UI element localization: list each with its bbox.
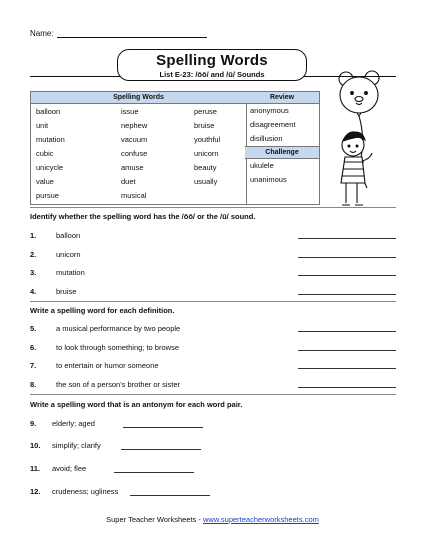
question-text: to entertain or humor someone — [56, 361, 159, 370]
review-word: disagreement — [250, 120, 296, 129]
word: beauty — [194, 163, 217, 172]
question-text: the son of a person's brother or sister — [56, 380, 180, 389]
question-number: 1. — [30, 231, 37, 240]
question-number: 4. — [30, 287, 37, 296]
word: balloon — [36, 107, 61, 116]
challenge-word: unanimous — [250, 175, 287, 184]
question-number: 5. — [30, 324, 37, 333]
question-10 — [30, 441, 201, 450]
word: amuse — [121, 163, 144, 172]
question-number: 11. — [30, 464, 41, 473]
answer-line[interactable] — [114, 465, 194, 473]
question-11 — [30, 464, 194, 473]
footer — [0, 515, 425, 524]
page-subtitle: List E-23: /ōō/ and /ū/ Sounds — [159, 70, 265, 79]
answer-line[interactable] — [298, 368, 396, 369]
question-text: a musical performance by two people — [56, 324, 181, 333]
question-text: mutation — [56, 268, 85, 277]
question-text: elderly; aged — [52, 419, 95, 428]
challenge-word: ukulele — [250, 161, 274, 170]
question-text: balloon — [56, 231, 81, 240]
question-text: bruise — [56, 287, 77, 296]
name-label: Name: — [30, 29, 54, 38]
footer-link[interactable]: www.superteacherworksheets.com — [202, 515, 319, 524]
answer-line[interactable] — [123, 420, 203, 428]
instruction-identify-sound: Identify whether the spelling word has the /ōō/ or the /ū/ sound. — [30, 212, 256, 221]
title-box — [117, 49, 307, 81]
question-number: 6. — [30, 343, 37, 352]
section-divider — [30, 394, 396, 395]
word: cubic — [36, 149, 54, 158]
word: unicorn — [194, 149, 219, 158]
question-number: 2. — [30, 250, 37, 259]
answer-line[interactable] — [298, 275, 396, 276]
word: peruse — [194, 107, 217, 116]
name-field[interactable] — [57, 29, 207, 38]
answer-line[interactable] — [298, 294, 396, 295]
section-divider — [30, 207, 396, 208]
word: musical — [121, 191, 147, 200]
word: unicycle — [36, 163, 64, 172]
spelling-words-table — [30, 91, 247, 205]
word: vacuum — [121, 135, 148, 144]
question-1 — [30, 231, 396, 240]
word: pursue — [36, 191, 59, 200]
page-title: Spelling Words — [156, 52, 268, 69]
word: mutation — [36, 135, 65, 144]
child-with-balloon-illustration — [330, 65, 400, 213]
word: value — [36, 177, 54, 186]
challenge-header: Challenge — [245, 146, 319, 159]
question-text: to look through something; to browse — [56, 343, 179, 352]
name-line — [30, 29, 207, 38]
word: youthful — [194, 135, 221, 144]
question-number: 10. — [30, 441, 41, 450]
question-text: crudeness; ugliness — [52, 487, 119, 496]
review-word: anonymous — [250, 106, 289, 115]
question-number: 7. — [30, 361, 37, 370]
question-2 — [30, 250, 396, 259]
word: usually — [194, 177, 218, 186]
footer-text: Super Teacher Worksheets - — [106, 515, 203, 524]
question-number: 9. — [30, 419, 37, 428]
word: duet — [121, 177, 136, 186]
answer-line[interactable] — [298, 257, 396, 258]
section-divider — [30, 301, 396, 302]
review-word: disillusion — [250, 134, 283, 143]
question-9 — [30, 419, 203, 428]
question-3 — [30, 268, 396, 277]
word: unit — [36, 121, 49, 130]
answer-line[interactable] — [130, 488, 210, 496]
question-number: 3. — [30, 268, 37, 277]
question-text: simplify; clarify — [52, 441, 101, 450]
question-text: avoid; flee — [52, 464, 87, 473]
question-7 — [30, 361, 396, 370]
word: issue — [121, 107, 139, 116]
answer-line[interactable] — [298, 387, 396, 388]
question-12 — [30, 487, 210, 496]
instruction-antonym: Write a spelling word that is an antonym for each word pair. — [30, 400, 243, 409]
instruction-definition: Write a spelling word for each definition. — [30, 306, 175, 315]
word: nephew — [121, 121, 148, 130]
question-number: 12. — [30, 487, 41, 496]
word: bruise — [194, 121, 215, 130]
spelling-words-header: Spelling Words — [31, 92, 246, 104]
question-8 — [30, 380, 396, 389]
word: confuse — [121, 149, 148, 158]
review-challenge-box — [245, 91, 320, 205]
question-6 — [30, 343, 396, 352]
question-number: 8. — [30, 380, 37, 389]
review-header: Review — [245, 92, 319, 104]
question-text: unicorn — [56, 250, 81, 259]
answer-line[interactable] — [298, 238, 396, 239]
answer-line[interactable] — [298, 331, 396, 332]
question-5 — [30, 324, 396, 333]
question-4 — [30, 287, 396, 296]
answer-line[interactable] — [298, 350, 396, 351]
answer-line[interactable] — [121, 442, 201, 450]
